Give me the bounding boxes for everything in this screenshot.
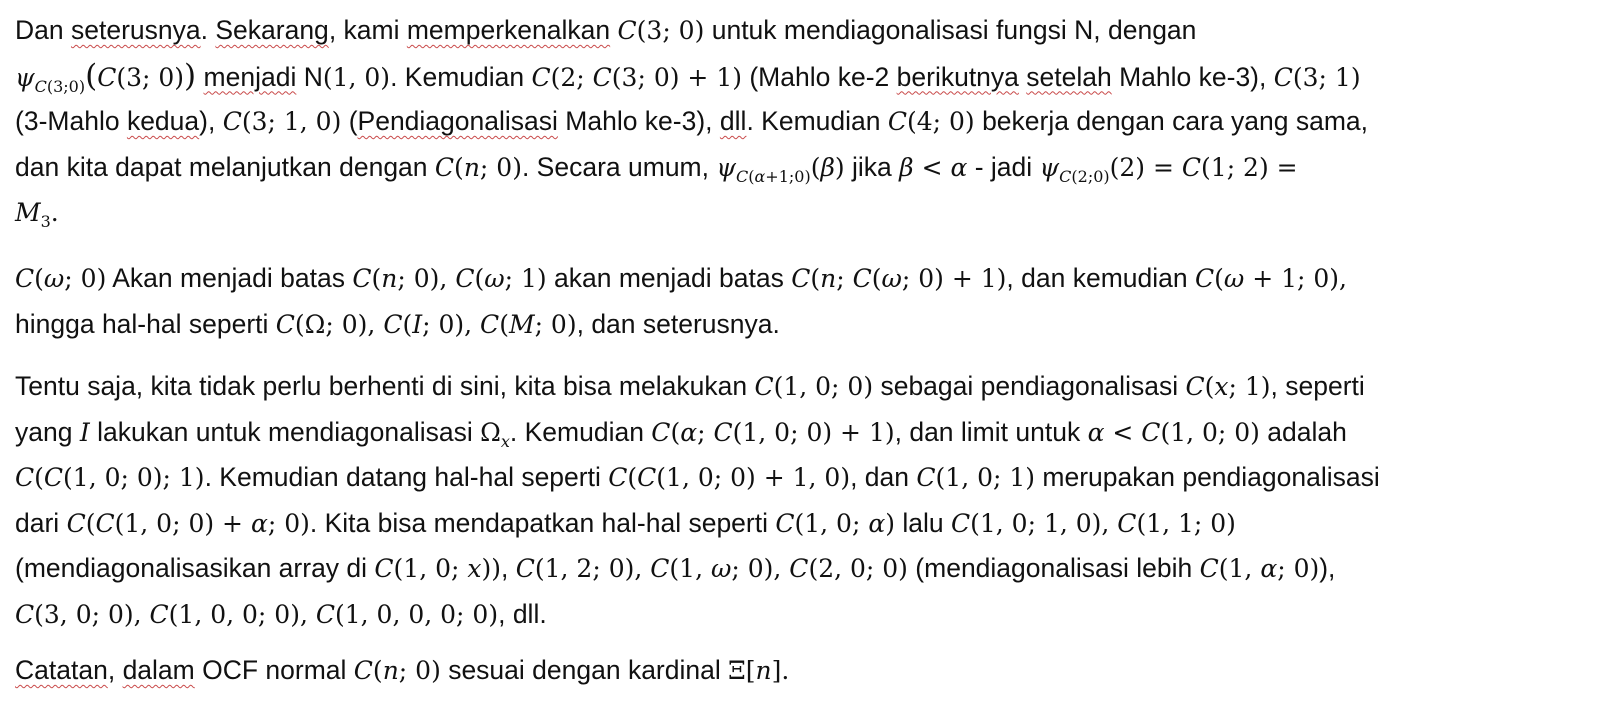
paragraph-1 bbox=[15, 8, 1368, 236]
paragraph-3 bbox=[15, 364, 1380, 637]
paragraph-4-line-1: Catatan, dalam OCF normal C(n; 0) sesuai dengan kardinal Ξ[n]. bbox=[15, 655, 790, 685]
paragraph-3-line-1: Tentu saja, kita tidak perlu berhenti di sini, kita bisa melakukan C(1, 0; 0) sebagai pendiagonalisasi C(x; 1), seperti bbox=[15, 371, 1365, 401]
paragraph-3-line-3: C(C(1, 0; 0); 1). Kemudian datang hal-hal seperti C(C(1, 0; 0) + 1, 0), dan C(1, 0; 1) merupakan pendiagonalisasi bbox=[15, 462, 1380, 492]
paragraph-1-line-5: $M_3$. bbox=[15, 198, 59, 231]
paragraph-3-line-6: C(3, 0; 0), C(1, 0, 0; 0), C(1, 0, 0, 0; 0), dll. bbox=[15, 598, 547, 629]
paragraph-3-line-4: dari C(C(1, 0; 0) + α; 0). Kita bisa mendapatkan hal-hal seperti C(1, 0; α) lalu C(1, 0; 1, 0), C(1, 1; 0) bbox=[15, 507, 1236, 538]
paragraph-1-line-2: $\psi_{C(3;0)}(C(3$; 0)) menjadi N(1, 0). Kemudian C(2; C(3; 0) + 1) (Mahlo ke-2 berikutnya setelah Mahlo ke-3), C(3; 1) bbox=[15, 57, 1361, 96]
paragraph-1-line-1: Dan seterusnya. Sekarang, kami memperkenalkan C(3; 0) untuk mendiagonalisasi fungsi N, dengan bbox=[15, 15, 1197, 45]
paragraph-2-line-2: hingga hal-hal seperti C(Ω; 0), C(I; 0), C(M; 0), dan seterusnya. bbox=[15, 308, 780, 339]
paragraph-4 bbox=[15, 648, 789, 694]
paragraph-3-line-2: yang I lakukan untuk mendiagonalisasi $\Omega_x$. Kemudian C(α; C(1, 0; 0) + 1), dan limit untuk α < C(1, 0; 0) adalah bbox=[15, 416, 1347, 451]
paragraph-1-line-4: dan kita dapat melanjutkan dengan C(n; 0). Secara umum, $\psi_{C(\alpha+1;0)}(\beta)$ jika β < α - jadi $\psi_{C(2;0)}(2) = C(1$; 2) = bbox=[15, 151, 1298, 186]
paragraph-1-line-3: (3-Mahlo kedua), C(3; 1, 0) (Pendiagonalisasi Mahlo ke-3), dll. Kemudian C(4; 0) bekerja dengan cara yang sama, bbox=[15, 106, 1369, 136]
paragraph-2 bbox=[15, 256, 1347, 347]
paragraph-3-line-5: (mendiagonalisasikan array di C(1, 0; x)), C(1, 2; 0), C(1, ω; 0), C(2, 0; 0) (mendiagonalisasi lebih C(1, α; 0)), bbox=[15, 553, 1336, 583]
paragraph-2-line-1: C(ω; 0) Akan menjadi batas C(n; 0), C(ω; 1) akan menjadi batas C(n; C(ω; 0) + 1), dan kemudian C(ω + 1; 0), bbox=[15, 263, 1348, 293]
